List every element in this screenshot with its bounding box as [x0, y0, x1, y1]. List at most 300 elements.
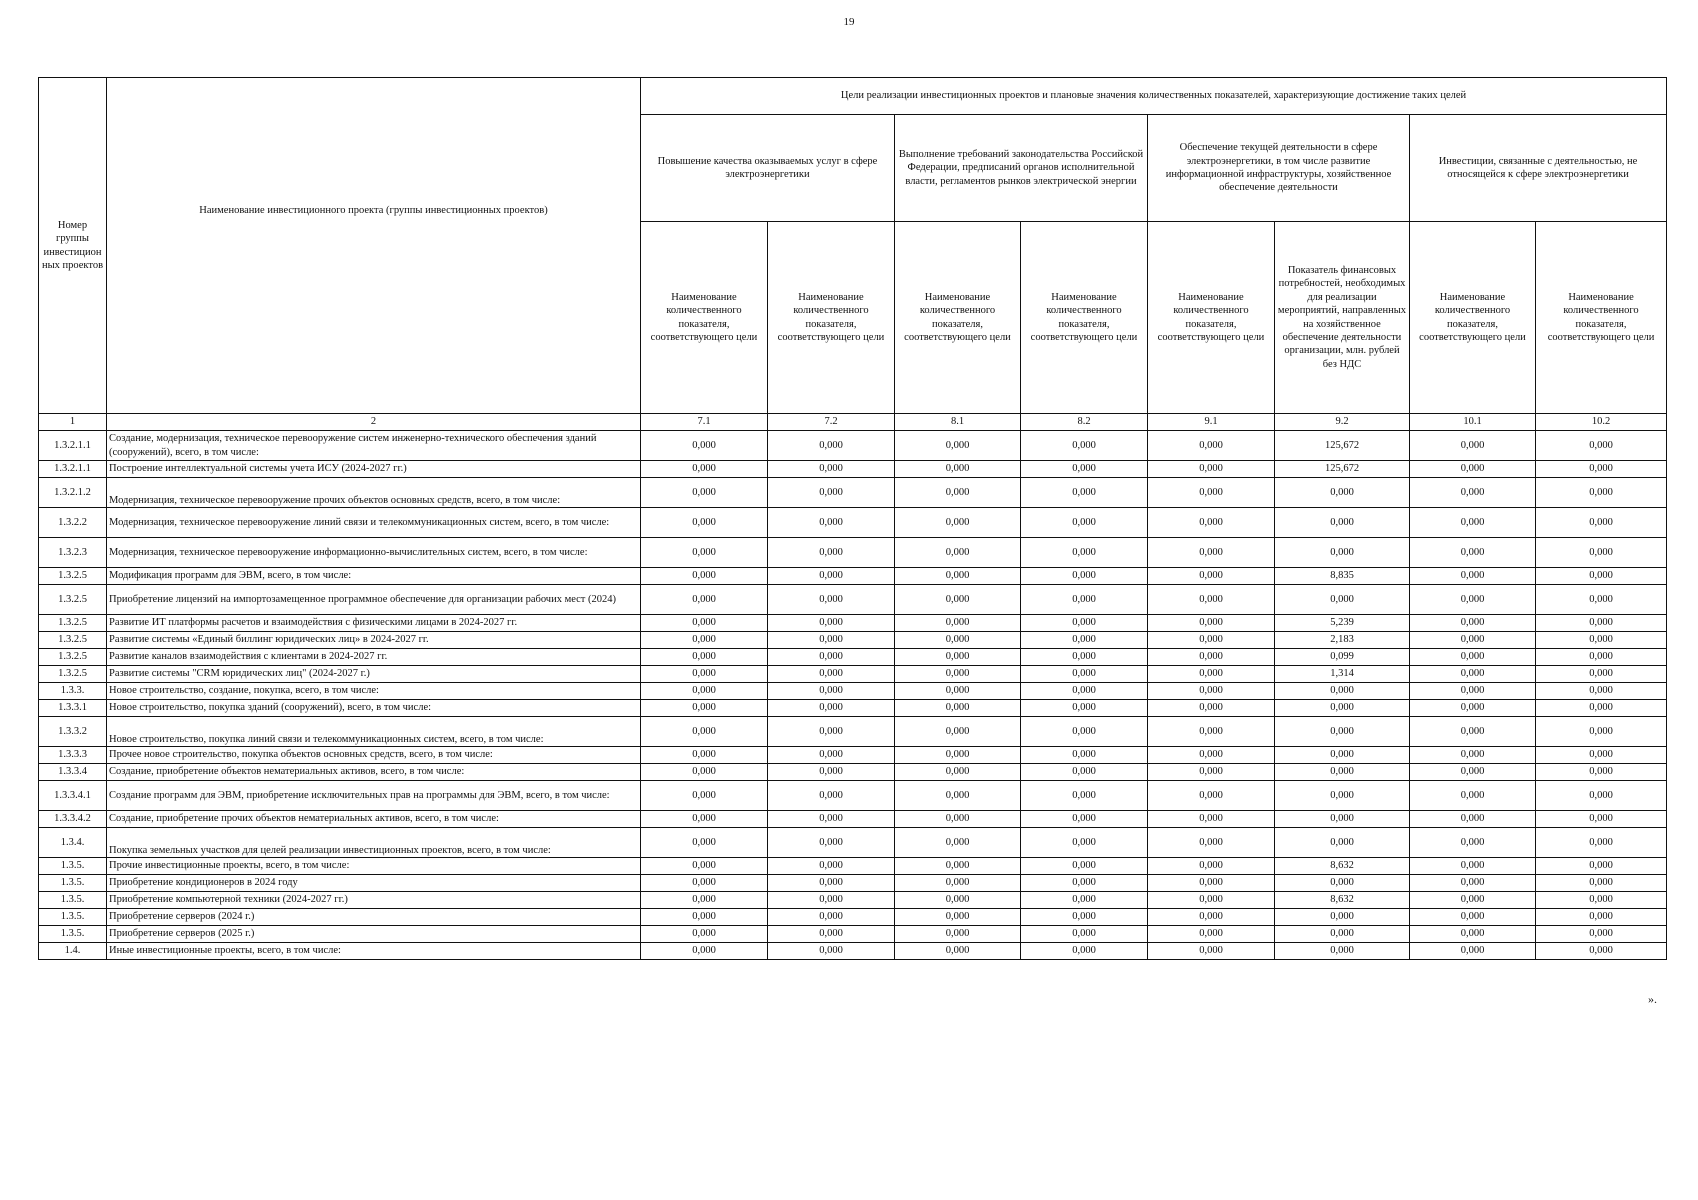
row-value-cell: 0,000 [641, 717, 768, 747]
row-value-cell: 0,000 [641, 461, 768, 478]
row-value-cell: 0,000 [1021, 828, 1148, 858]
header-indicator-10-1: Наименование количественного показателя, соответствующего цели [1410, 222, 1536, 414]
row-project-name: Модернизация, техническое перевооружение прочих объектов основных средств, всего, в том числе: [107, 478, 641, 508]
table-row [39, 649, 1667, 666]
table-row [39, 538, 1667, 568]
header-goal-group-9: Обеспечение текущей деятельности в сфере электроэнергетики, в том числе развитие информационной инфраструктуры, хозяйственное обеспечение деятельности [1148, 115, 1410, 222]
row-value-cell: 0,000 [895, 858, 1021, 875]
row-value-cell: 0,000 [1148, 568, 1275, 585]
row-value-cell: 0,000 [1410, 632, 1536, 649]
row-value-cell: 0,000 [1536, 781, 1667, 811]
row-value-cell: 0,000 [895, 666, 1021, 683]
row-value-cell: 0,000 [1536, 615, 1667, 632]
row-value-cell: 0,000 [1148, 538, 1275, 568]
row-value-cell: 0,000 [1021, 909, 1148, 926]
row-value-cell: 0,000 [1148, 615, 1275, 632]
row-value-cell: 0,000 [1148, 666, 1275, 683]
row-value-cell: 0,000 [768, 875, 895, 892]
row-value-cell: 0,000 [1410, 666, 1536, 683]
row-value-cell: 0,000 [1410, 926, 1536, 943]
header-indicator-9-2: Показатель финансовых потребностей, необходимых для реализации мероприятий, направленных на хозяйственное обеспечение деятельности организации, млн. рублей без НДС [1275, 222, 1410, 414]
row-value-cell: 0,000 [1148, 943, 1275, 960]
row-value-cell: 0,000 [1536, 461, 1667, 478]
row-value-cell: 0,000 [1536, 828, 1667, 858]
row-value-cell: 0,000 [1410, 508, 1536, 538]
row-value-cell: 0,000 [641, 943, 768, 960]
row-group-number: 1.3.3.3 [39, 747, 107, 764]
table-row [39, 858, 1667, 875]
row-value-cell: 0,000 [1148, 909, 1275, 926]
row-value-cell: 0,000 [768, 649, 895, 666]
row-value-cell: 0,000 [768, 666, 895, 683]
row-value-cell: 0,000 [1275, 909, 1410, 926]
row-group-number: 1.4. [39, 943, 107, 960]
row-value-cell: 0,000 [895, 892, 1021, 909]
row-value-cell: 0,000 [768, 461, 895, 478]
column-numbers-row [39, 414, 1667, 431]
row-value-cell: 0,000 [1148, 875, 1275, 892]
row-value-cell: 0,000 [768, 478, 895, 508]
row-value-cell: 0,000 [1275, 926, 1410, 943]
table-row [39, 747, 1667, 764]
row-project-name: Модернизация, техническое перевооружение линий связи и телекоммуникационных систем, всего, в том числе: [107, 508, 641, 538]
row-value-cell: 0,000 [1410, 461, 1536, 478]
row-value-cell: 0,000 [1275, 585, 1410, 615]
row-value-cell: 8,632 [1275, 858, 1410, 875]
row-value-cell: 0,000 [1410, 649, 1536, 666]
row-value-cell: 0,000 [768, 615, 895, 632]
row-value-cell: 0,000 [895, 431, 1021, 461]
row-value-cell: 0,000 [1410, 909, 1536, 926]
row-group-number: 1.3.2.5 [39, 585, 107, 615]
row-value-cell: 0,000 [641, 909, 768, 926]
row-value-cell: 0,000 [1410, 615, 1536, 632]
row-value-cell: 0,000 [1536, 717, 1667, 747]
table-row [39, 828, 1667, 858]
row-value-cell: 0,000 [641, 632, 768, 649]
row-value-cell: 0,000 [1536, 568, 1667, 585]
row-value-cell: 0,000 [1536, 683, 1667, 700]
row-value-cell: 0,000 [1021, 747, 1148, 764]
row-value-cell: 0,000 [1536, 700, 1667, 717]
row-value-cell: 0,000 [1021, 649, 1148, 666]
header-indicator-8-1: Наименование количественного показателя, соответствующего цели [895, 222, 1021, 414]
row-group-number: 1.3.5. [39, 909, 107, 926]
row-value-cell: 0,000 [641, 828, 768, 858]
row-group-number: 1.3.3. [39, 683, 107, 700]
row-project-name: Развитие системы "CRM юридических лиц" (2024-2027 г.) [107, 666, 641, 683]
row-value-cell: 0,000 [1148, 461, 1275, 478]
row-value-cell: 0,000 [1536, 747, 1667, 764]
row-value-cell: 0,000 [895, 828, 1021, 858]
row-value-cell: 0,000 [1021, 875, 1148, 892]
column-number: 8.1 [895, 414, 1021, 431]
row-value-cell: 0,000 [1536, 909, 1667, 926]
table-row [39, 811, 1667, 828]
row-value-cell: 0,000 [1275, 764, 1410, 781]
row-value-cell: 0,000 [1021, 508, 1148, 538]
table-row [39, 478, 1667, 508]
row-value-cell: 0,000 [1021, 926, 1148, 943]
table-row [39, 892, 1667, 909]
row-value-cell: 0,000 [1275, 943, 1410, 960]
row-group-number: 1.3.5. [39, 926, 107, 943]
row-project-name: Создание, приобретение прочих объектов нематериальных активов, всего, в том числе: [107, 811, 641, 828]
row-value-cell: 0,000 [895, 875, 1021, 892]
row-value-cell: 2,183 [1275, 632, 1410, 649]
row-value-cell: 0,000 [1536, 926, 1667, 943]
header-goal-group-7: Повышение качества оказываемых услуг в сфере электроэнергетики [641, 115, 895, 222]
table-row [39, 461, 1667, 478]
row-group-number: 1.3.3.4.2 [39, 811, 107, 828]
row-value-cell: 0,000 [1410, 538, 1536, 568]
row-group-number: 1.3.2.1.2 [39, 478, 107, 508]
table-row [39, 700, 1667, 717]
row-project-name: Иные инвестиционные проекты, всего, в том числе: [107, 943, 641, 960]
row-value-cell: 0,000 [641, 478, 768, 508]
row-value-cell: 0,000 [768, 431, 895, 461]
row-value-cell: 0,000 [768, 747, 895, 764]
row-value-cell: 0,000 [641, 585, 768, 615]
row-value-cell: 0,000 [895, 538, 1021, 568]
table-row [39, 717, 1667, 747]
header-project-name: Наименование инвестиционного проекта (группы инвестиционных проектов) [107, 78, 641, 414]
column-number: 8.2 [1021, 414, 1148, 431]
row-value-cell: 0,000 [1148, 508, 1275, 538]
row-project-name: Приобретение лицензий на импортозамещенное программное обеспечение для организации рабочих мест (2024) [107, 585, 641, 615]
row-value-cell: 0,000 [895, 649, 1021, 666]
row-value-cell: 0,000 [895, 568, 1021, 585]
row-project-name: Модификация программ для ЭВМ, всего, в том числе: [107, 568, 641, 585]
row-project-name: Покупка земельных участков для целей реализации инвестиционных проектов, всего, в том числе: [107, 828, 641, 858]
row-value-cell: 0,000 [1021, 632, 1148, 649]
row-value-cell: 0,000 [1148, 649, 1275, 666]
row-value-cell: 0,000 [641, 700, 768, 717]
row-project-name: Развитие ИТ платформы расчетов и взаимодействия с физическими лицами в 2024-2027 гг. [107, 615, 641, 632]
row-group-number: 1.3.2.1.1 [39, 431, 107, 461]
row-value-cell: 0,000 [641, 747, 768, 764]
row-value-cell: 0,000 [895, 717, 1021, 747]
row-value-cell: 0,000 [1021, 538, 1148, 568]
row-value-cell: 0,000 [895, 909, 1021, 926]
page-number: 19 [843, 16, 855, 28]
row-group-number: 1.3.3.4.1 [39, 781, 107, 811]
row-value-cell: 0,000 [1275, 683, 1410, 700]
row-value-cell: 125,672 [1275, 431, 1410, 461]
row-value-cell: 0,000 [1021, 781, 1148, 811]
row-value-cell: 0,000 [1536, 666, 1667, 683]
table-row [39, 568, 1667, 585]
row-value-cell: 0,000 [1021, 943, 1148, 960]
table-header [39, 78, 1667, 431]
row-project-name: Создание, приобретение объектов нематериальных активов, всего, в том числе: [107, 764, 641, 781]
row-value-cell: 1,314 [1275, 666, 1410, 683]
row-group-number: 1.3.3.2 [39, 717, 107, 747]
column-number: 9.2 [1275, 414, 1410, 431]
row-value-cell: 0,000 [1148, 632, 1275, 649]
row-project-name: Развитие системы «Единый биллинг юридических лиц» в 2024-2027 гг. [107, 632, 641, 649]
row-value-cell: 0,000 [1536, 943, 1667, 960]
row-value-cell: 0,000 [768, 683, 895, 700]
row-value-cell: 0,000 [1148, 747, 1275, 764]
row-value-cell: 0,000 [1410, 568, 1536, 585]
row-group-number: 1.3.4. [39, 828, 107, 858]
row-value-cell: 0,000 [1410, 858, 1536, 875]
row-value-cell: 0,000 [768, 632, 895, 649]
row-project-name: Прочее новое строительство, покупка объектов основных средств, всего, в том числе: [107, 747, 641, 764]
row-value-cell: 0,000 [1536, 811, 1667, 828]
row-value-cell: 0,000 [895, 926, 1021, 943]
row-value-cell: 0,000 [1148, 828, 1275, 858]
column-number: 1 [39, 414, 107, 431]
table-body [39, 431, 1667, 960]
row-value-cell: 0,000 [641, 764, 768, 781]
row-value-cell: 0,000 [1021, 431, 1148, 461]
row-value-cell: 0,000 [768, 585, 895, 615]
row-value-cell: 0,000 [1536, 632, 1667, 649]
row-value-cell: 0,000 [1275, 811, 1410, 828]
row-value-cell: 0,000 [1275, 875, 1410, 892]
row-value-cell: 0,000 [1275, 508, 1410, 538]
row-group-number: 1.3.3.4 [39, 764, 107, 781]
row-group-number: 1.3.2.5 [39, 615, 107, 632]
row-value-cell: 0,000 [1021, 811, 1148, 828]
row-value-cell: 0,000 [1021, 683, 1148, 700]
row-value-cell: 0,000 [768, 508, 895, 538]
row-value-cell: 5,239 [1275, 615, 1410, 632]
row-value-cell: 0,000 [641, 649, 768, 666]
row-project-name: Приобретение серверов (2024 г.) [107, 909, 641, 926]
row-value-cell: 0,000 [1410, 764, 1536, 781]
column-number: 10.2 [1536, 414, 1667, 431]
row-value-cell: 0,000 [1148, 764, 1275, 781]
header-group-number: Номер группы инвестиционных проектов [39, 78, 107, 414]
row-value-cell: 0,000 [1410, 478, 1536, 508]
row-value-cell: 0,000 [1410, 585, 1536, 615]
row-project-name: Приобретение компьютерной техники (2024-2027 гг.) [107, 892, 641, 909]
row-value-cell: 0,000 [1021, 585, 1148, 615]
investment-goals-table [38, 77, 1667, 960]
row-value-cell: 0,000 [1021, 892, 1148, 909]
table-row [39, 909, 1667, 926]
row-value-cell: 0,000 [768, 700, 895, 717]
row-group-number: 1.3.5. [39, 892, 107, 909]
row-value-cell: 0,000 [1148, 431, 1275, 461]
row-value-cell: 0,000 [1410, 875, 1536, 892]
row-project-name: Новое строительство, покупка линий связи и телекоммуникационных систем, всего, в том числе: [107, 717, 641, 747]
row-value-cell: 0,000 [768, 828, 895, 858]
row-value-cell: 0,000 [1536, 875, 1667, 892]
row-value-cell: 0,000 [768, 892, 895, 909]
column-number: 2 [107, 414, 641, 431]
row-value-cell: 0,000 [641, 781, 768, 811]
row-value-cell: 0,000 [1410, 828, 1536, 858]
row-value-cell: 0,000 [1410, 892, 1536, 909]
row-group-number: 1.3.2.3 [39, 538, 107, 568]
row-value-cell: 0,000 [1410, 700, 1536, 717]
table-row [39, 781, 1667, 811]
row-value-cell: 0,000 [1536, 858, 1667, 875]
row-group-number: 1.3.5. [39, 875, 107, 892]
table-row [39, 875, 1667, 892]
row-value-cell: 0,000 [641, 811, 768, 828]
row-group-number: 1.3.2.5 [39, 632, 107, 649]
row-value-cell: 0,000 [1148, 700, 1275, 717]
row-value-cell: 0,000 [1021, 717, 1148, 747]
row-value-cell: 0,000 [895, 764, 1021, 781]
table-row [39, 943, 1667, 960]
row-value-cell: 0,000 [1275, 781, 1410, 811]
row-value-cell: 0,000 [1536, 478, 1667, 508]
row-value-cell: 0,000 [1536, 764, 1667, 781]
row-value-cell: 0,000 [768, 568, 895, 585]
row-project-name: Приобретение серверов (2025 г.) [107, 926, 641, 943]
row-value-cell: 0,000 [1410, 717, 1536, 747]
row-group-number: 1.3.2.1.1 [39, 461, 107, 478]
table-row [39, 683, 1667, 700]
table-row [39, 431, 1667, 461]
column-number: 7.1 [641, 414, 768, 431]
row-value-cell: 0,000 [641, 683, 768, 700]
row-value-cell: 0,000 [895, 781, 1021, 811]
row-value-cell: 0,000 [768, 909, 895, 926]
row-value-cell: 0,000 [1021, 858, 1148, 875]
row-project-name: Развитие каналов взаимодействия с клиентами в 2024-2027 гг. [107, 649, 641, 666]
row-value-cell: 0,000 [1148, 478, 1275, 508]
row-value-cell: 0,000 [1021, 615, 1148, 632]
row-value-cell: 0,000 [1021, 568, 1148, 585]
row-value-cell: 125,672 [1275, 461, 1410, 478]
row-value-cell: 8,835 [1275, 568, 1410, 585]
row-value-cell: 0,000 [895, 943, 1021, 960]
row-value-cell: 0,000 [1536, 585, 1667, 615]
row-value-cell: 0,000 [641, 568, 768, 585]
row-project-name: Приобретение кондиционеров в 2024 году [107, 875, 641, 892]
row-value-cell: 0,000 [1536, 508, 1667, 538]
row-value-cell: 0,000 [1275, 538, 1410, 568]
table-row [39, 666, 1667, 683]
row-group-number: 1.3.2.2 [39, 508, 107, 538]
row-value-cell: 0,000 [641, 431, 768, 461]
row-value-cell: 0,000 [895, 632, 1021, 649]
row-value-cell: 0,000 [768, 943, 895, 960]
row-value-cell: 0,000 [768, 538, 895, 568]
row-value-cell: 0,000 [1021, 700, 1148, 717]
row-group-number: 1.3.2.5 [39, 649, 107, 666]
row-value-cell: 0,000 [1536, 649, 1667, 666]
row-group-number: 1.3.3.1 [39, 700, 107, 717]
row-value-cell: 0,000 [1021, 461, 1148, 478]
row-group-number: 1.3.2.5 [39, 666, 107, 683]
header-goal-group-8: Выполнение требований законодательства Российской Федерации, предписаний органов исполнительной власти, регламентов рынков электрической энергии [895, 115, 1148, 222]
row-project-name: Прочие инвестиционные проекты, всего, в том числе: [107, 858, 641, 875]
table-row [39, 585, 1667, 615]
row-value-cell: 0,000 [768, 811, 895, 828]
row-value-cell: 0,000 [1021, 764, 1148, 781]
row-value-cell: 0,000 [1148, 892, 1275, 909]
row-value-cell: 0,000 [1148, 717, 1275, 747]
row-value-cell: 0,000 [1410, 747, 1536, 764]
row-value-cell: 0,000 [1410, 683, 1536, 700]
row-value-cell: 0,000 [768, 717, 895, 747]
row-project-name: Новое строительство, создание, покупка, всего, в том числе: [107, 683, 641, 700]
header-indicator-10-2: Наименование количественного показателя, соответствующего цели [1536, 222, 1667, 414]
row-group-number: 1.3.5. [39, 858, 107, 875]
row-value-cell: 0,000 [641, 875, 768, 892]
row-value-cell: 0,000 [641, 858, 768, 875]
row-project-name: Создание программ для ЭВМ, приобретение исключительных прав на программы для ЭВМ, всего, в том числе: [107, 781, 641, 811]
row-value-cell: 0,000 [895, 683, 1021, 700]
header-goal-group-10: Инвестиции, связанные с деятельностью, не относящейся к сфере электроэнергетики [1410, 115, 1667, 222]
table-row [39, 508, 1667, 538]
row-value-cell: 0,000 [641, 508, 768, 538]
row-value-cell: 0,000 [1275, 717, 1410, 747]
row-value-cell: 0,000 [641, 666, 768, 683]
row-project-name: Модернизация, техническое перевооружение информационно-вычислительных систем, всего, в том числе: [107, 538, 641, 568]
row-value-cell: 0,000 [895, 811, 1021, 828]
row-value-cell: 0,000 [1410, 781, 1536, 811]
closing-quote-mark: ». [1648, 992, 1657, 1006]
row-value-cell: 0,000 [895, 615, 1021, 632]
row-value-cell: 0,000 [641, 926, 768, 943]
header-indicator-8-2: Наименование количественного показателя, соответствующего цели [1021, 222, 1148, 414]
row-value-cell: 0,000 [1536, 892, 1667, 909]
header-goals-title: Цели реализации инвестиционных проектов и плановые значения количественных показателей, характеризующие достижение таких целей [641, 78, 1667, 115]
row-value-cell: 0,000 [768, 858, 895, 875]
row-value-cell: 0,000 [768, 781, 895, 811]
row-value-cell: 0,000 [1021, 478, 1148, 508]
header-indicator-7-1: Наименование количественного показателя, соответствующего цели [641, 222, 768, 414]
column-number: 9.1 [1148, 414, 1275, 431]
row-value-cell: 0,000 [895, 585, 1021, 615]
row-value-cell: 0,000 [1410, 811, 1536, 828]
row-value-cell: 0,000 [1275, 828, 1410, 858]
row-value-cell: 0,000 [895, 747, 1021, 764]
row-project-name: Построение интеллектуальной системы учета ИСУ (2024-2027 гг.) [107, 461, 641, 478]
row-value-cell: 0,000 [1410, 943, 1536, 960]
row-value-cell: 0,000 [895, 478, 1021, 508]
row-value-cell: 0,000 [895, 700, 1021, 717]
row-value-cell: 0,000 [895, 508, 1021, 538]
row-value-cell: 0,000 [768, 764, 895, 781]
table-row [39, 926, 1667, 943]
header-indicator-9-1: Наименование количественного показателя, соответствующего цели [1148, 222, 1275, 414]
row-value-cell: 0,000 [1275, 700, 1410, 717]
row-value-cell: 0,000 [895, 461, 1021, 478]
row-value-cell: 0,000 [1148, 858, 1275, 875]
row-value-cell: 0,000 [1021, 666, 1148, 683]
header-indicator-7-2: Наименование количественного показателя, соответствующего цели [768, 222, 895, 414]
row-value-cell: 8,632 [1275, 892, 1410, 909]
row-value-cell: 0,000 [641, 615, 768, 632]
row-value-cell: 0,000 [1275, 478, 1410, 508]
table-row [39, 764, 1667, 781]
row-value-cell: 0,000 [1536, 431, 1667, 461]
table-row [39, 615, 1667, 632]
row-value-cell: 0,000 [1148, 781, 1275, 811]
row-value-cell: 0,000 [1148, 585, 1275, 615]
row-group-number: 1.3.2.5 [39, 568, 107, 585]
row-project-name: Новое строительство, покупка зданий (сооружений), всего, в том числе: [107, 700, 641, 717]
column-number: 7.2 [768, 414, 895, 431]
row-value-cell: 0,099 [1275, 649, 1410, 666]
row-value-cell: 0,000 [1148, 683, 1275, 700]
row-value-cell: 0,000 [641, 892, 768, 909]
row-project-name: Создание, модернизация, техническое перевооружение систем инженерно-технического обеспечения зданий (сооружений), всего, в том числе: [107, 431, 641, 461]
column-number: 10.1 [1410, 414, 1536, 431]
row-value-cell: 0,000 [1148, 811, 1275, 828]
table-row [39, 632, 1667, 649]
